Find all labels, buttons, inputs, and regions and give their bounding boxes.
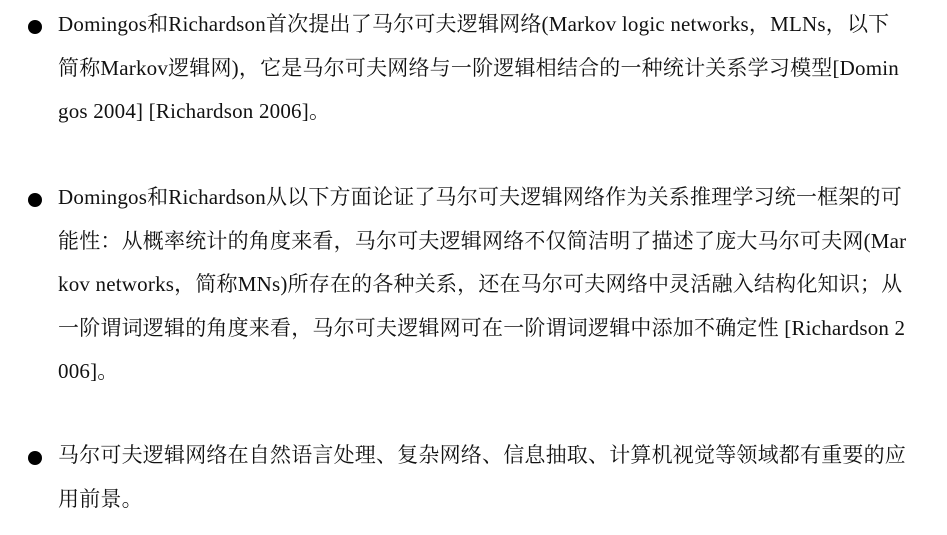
bullet-text: Domingos和Richardson首次提出了马尔可夫逻辑网络(Markov logic networks，MLNs，以下简称Markov逻辑网)，它是马尔可夫网络与一阶逻辑相结合的一种统计关系学习模型[Domingos 2004] [Richardson 2006]。 [58, 12, 900, 123]
bullet-item-unified-framework [28, 176, 908, 394]
bullet-text: Domingos和Richardson从以下方面论证了马尔可夫逻辑网络作为关系推理学习统一框架的可能性：从概率统计的角度来看，马尔可夫逻辑网络不仅简洁明了描述了庞大马尔可夫网(Markov networks，简称MNs)所存在的各种关系，还在马尔可夫网络中灵活融入结构化知识；从一阶谓词逻辑的角度来看，马尔可夫逻辑网可在一阶谓词逻辑中添加不确定性 [Richardson 2006]。 [58, 185, 907, 383]
bullet-item-applications [28, 434, 908, 521]
bullet-item-mln-introduction [28, 3, 908, 134]
bullet-text: 马尔可夫逻辑网络在自然语言处理、复杂网络、信息抽取、计算机视觉等领域都有重要的应用前景。 [58, 443, 906, 511]
bullet-dot-icon [28, 451, 42, 465]
bullet-dot-icon [28, 20, 42, 34]
bullet-dot-icon [28, 193, 42, 207]
